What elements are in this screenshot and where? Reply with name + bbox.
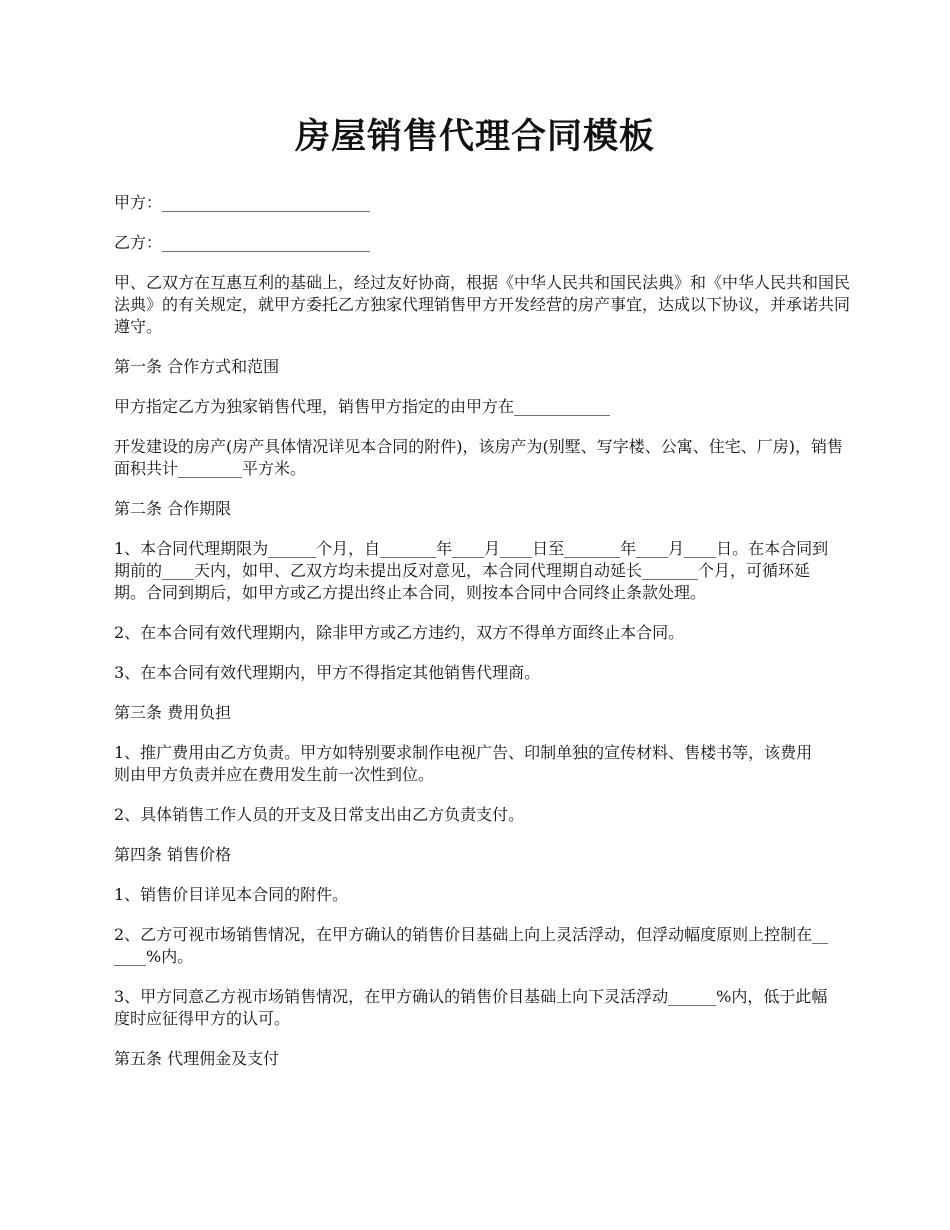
article-2-paragraph-2: 2、在本合同有效代理期内，除非甲方或乙方违约，双方不得单方面终止本合同。 xyxy=(114,623,685,642)
article-2-paragraph-3: 3、在本合同有效代理期内，甲方不得指定其他销售代理商。 xyxy=(114,663,541,682)
party-a-line: 甲方：__________________________ xyxy=(114,193,371,212)
article-2-heading: 第二条 合作期限 xyxy=(114,499,232,518)
article-3-paragraph-2: 2、具体销售工作人员的开支及日常支出由乙方负责支付。 xyxy=(114,805,525,824)
article-5-heading: 第五条 代理佣金及支付 xyxy=(114,1049,280,1068)
article-3-paragraph-1: 1、推广费用由乙方负责。甲方如特别要求制作电视广告、印制单独的宣传材料、售楼书等，该费用则由甲方负责并应在费用发生前一次性到位。 xyxy=(114,743,813,784)
article-4-paragraph-3: 3、甲方同意乙方视市场销售情况，在甲方确认的销售价目基础上向下灵活浮动______%内，低于此幅度时应征得甲方的认可。 xyxy=(114,987,828,1028)
article-4-paragraph-2: 2、乙方可视市场销售情况，在甲方确认的销售价目基础上向上灵活浮动，但浮动幅度原则上控制在______%内。 xyxy=(114,925,829,966)
article-1-paragraph-2: 开发建设的房产(房产具体情况详见本合同的附件)，该房产为(别墅、写字楼、公寓、住宅、厂房)，销售面积共计________平方米。 xyxy=(114,437,843,478)
article-4-heading: 第四条 销售价格 xyxy=(114,845,232,864)
article-2-paragraph-1: 1、本合同代理期限为______个月，自_______年____月____日至_______年____月____日。在本合同到期前的____天内，如甲、乙双方均未提出反对意见，本合同代理期自动延长_______个月，可循环延期。合同到期后，如甲方或乙方提出终止本合同，则按本合同中合同终止条款处理。 xyxy=(114,539,829,602)
party-b-line: 乙方：__________________________ xyxy=(114,233,371,252)
intro-paragraph: 甲、乙双方在互惠互利的基础上，经过友好协商，根据《中华人民共和国民法典》和《中华人民共和国民法典》的有关规定，就甲方委托乙方独家代理销售甲方开发经营的房产事宜，达成以下协议，并承诺共同遵守。 xyxy=(114,273,851,336)
document-title: 房屋销售代理合同模板 xyxy=(294,116,655,157)
article-1-paragraph-1: 甲方指定乙方为独家销售代理，销售甲方指定的由甲方在____________ xyxy=(114,397,611,416)
article-4-paragraph-1: 1、销售价目详见本合同的附件。 xyxy=(114,885,349,904)
article-1-heading: 第一条 合作方式和范围 xyxy=(114,357,280,376)
article-3-heading: 第三条 费用负担 xyxy=(114,703,232,722)
contract-page xyxy=(114,112,854,1088)
